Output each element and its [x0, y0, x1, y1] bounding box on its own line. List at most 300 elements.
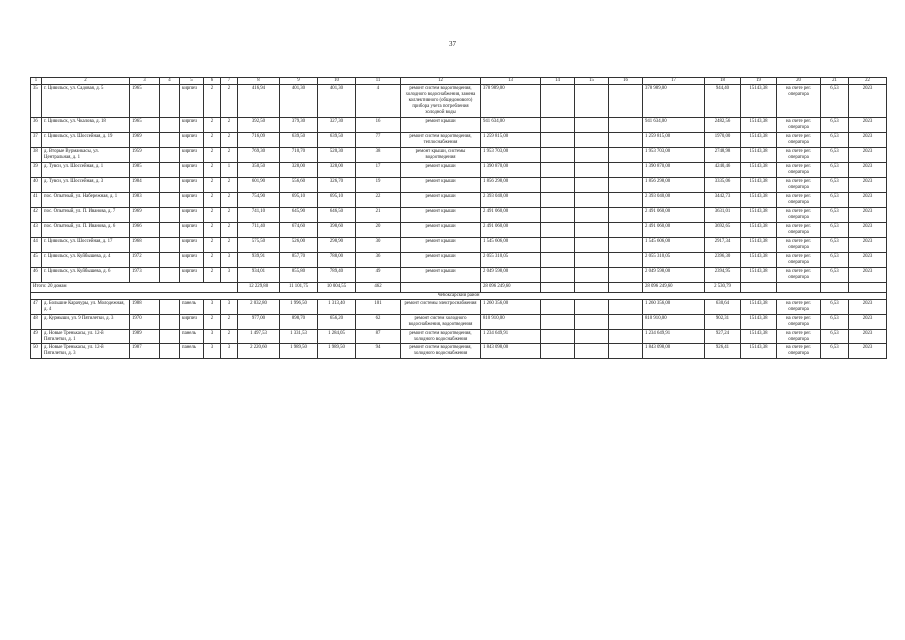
cell-empty [160, 132, 180, 147]
cell-floors: 2 [204, 237, 221, 252]
cell-term: 2023 [849, 177, 887, 192]
cell-entrances: 2 [221, 192, 238, 207]
cell-year: 1969 [130, 207, 160, 222]
cell-method: на счете рег. оператора [777, 299, 821, 314]
cell-area-total: 769,30 [238, 147, 280, 162]
table-row [31, 329, 887, 344]
cell-year: 1965 [130, 117, 160, 132]
cell-cost-total: 2 055 310,05 [643, 252, 705, 267]
column-number: 3 [130, 78, 160, 85]
cell-c14 [541, 132, 575, 147]
table-row [31, 85, 887, 118]
cell-method: на счете рег. оператора [777, 344, 821, 359]
cell-empty [160, 344, 180, 359]
cell-area-total: 741,10 [238, 207, 280, 222]
cell-c16 [609, 344, 643, 359]
district-title: Чебоксарский район [31, 292, 887, 299]
column-number: 1 [31, 78, 42, 85]
cell-year: 1972 [130, 252, 160, 267]
cell-fee: 6,53 [821, 314, 849, 329]
cell-max-cost: 15143,38 [741, 147, 777, 162]
cell-c14 [541, 192, 575, 207]
cell-c15 [575, 192, 609, 207]
cell-cost-total: 2 491 060,00 [643, 222, 705, 237]
cell-year: 1973 [130, 267, 160, 282]
cell-material: кирпич [180, 147, 204, 162]
cell-residents: 20 [356, 222, 401, 237]
cell-term: 2023 [849, 207, 887, 222]
cell-c15 [575, 237, 609, 252]
cell-num: 48 [31, 314, 42, 329]
cell-floors: 3 [204, 329, 221, 344]
cell-area-b: 398,60 [318, 222, 356, 237]
cell-per-m2: 926,41 [705, 344, 741, 359]
cell-c16 [609, 314, 643, 329]
cell-num: 40 [31, 177, 42, 192]
total-cost-total: 28 096 249,60 [643, 282, 705, 292]
cell-empty [160, 192, 180, 207]
cell-max-cost: 15143,38 [741, 132, 777, 147]
cell-method: на счете рег. оператора [777, 314, 821, 329]
cell-residents: 87 [356, 329, 401, 344]
cell-term: 2023 [849, 267, 887, 282]
cell-c16 [609, 299, 643, 314]
cell-area-a: 710,70 [280, 147, 318, 162]
cell-area-total: 934,01 [238, 267, 280, 282]
cell-cost-total: 1 260 356,00 [643, 299, 705, 314]
cell-address: г. Цивильск, ул. Садовая, д. 5 [42, 85, 130, 118]
table-row [31, 147, 887, 162]
column-number: 15 [575, 78, 609, 85]
cell-floors: 3 [204, 299, 221, 314]
cell-method: на счете рег. оператора [777, 252, 821, 267]
cell-c14 [541, 344, 575, 359]
cell-residents: 62 [356, 314, 401, 329]
cell-c14 [541, 267, 575, 282]
cell-method: на счете рег. оператора [777, 147, 821, 162]
cell-c15 [575, 147, 609, 162]
total-area: 12 229,80 [238, 282, 280, 292]
cell-area-a: 674,60 [280, 222, 318, 237]
cell-area-b: 1 313,40 [318, 299, 356, 314]
table-row [31, 207, 887, 222]
cell-material: кирпич [180, 192, 204, 207]
cell-empty [777, 282, 821, 292]
cell-fee: 6,53 [821, 267, 849, 282]
cell-work: ремонт крыши [401, 267, 481, 282]
cell-entrances: 3 [221, 252, 238, 267]
cell-c16 [609, 177, 643, 192]
cell-address: г. Цивильск, ул. Шоссейная, д. 17 [42, 237, 130, 252]
cell-entrances: 2 [221, 329, 238, 344]
cell-work: ремонт систем водоотведения, теплоснабжения [401, 132, 481, 147]
cell-c15 [575, 132, 609, 147]
cell-max-cost: 15143,38 [741, 117, 777, 132]
table-row [31, 314, 887, 329]
cell-method: на счете рег. оператора [777, 237, 821, 252]
cell-address: д. Новые Тренькасы, ул. 12-й Пятилетки, д. 3 [42, 344, 130, 359]
cell-c14 [541, 237, 575, 252]
table-row [31, 132, 887, 147]
cell-area-a: 898,70 [280, 314, 318, 329]
cell-num: 41 [31, 192, 42, 207]
cell-area-total: 711,40 [238, 222, 280, 237]
column-number: 13 [481, 78, 541, 85]
cell-floors: 2 [204, 117, 221, 132]
cell-residents: 16 [356, 117, 401, 132]
total-per-m2: 2 530,79 [705, 282, 741, 292]
cell-floors: 2 [204, 132, 221, 147]
cell-cost: 1 234 649,91 [481, 329, 541, 344]
cell-cost: 1 259 815,00 [481, 132, 541, 147]
column-number: 10 [318, 78, 356, 85]
cell-empty [160, 147, 180, 162]
cell-work: ремонт систем водоотведения, холодного водоснабжения, замена коллективного (общедомового) прибора учета потребления холодной воды [401, 85, 481, 118]
cell-cost: 810 910,00 [481, 314, 541, 329]
cell-entrances: 3 [221, 299, 238, 314]
cell-fee: 6,53 [821, 299, 849, 314]
cell-c15 [575, 85, 609, 118]
cell-cost-total: 378 989,00 [643, 85, 705, 118]
cell-empty [160, 177, 180, 192]
cell-c16 [609, 207, 643, 222]
cell-area-a: 695,10 [280, 192, 318, 207]
cell-entrances: 2 [221, 237, 238, 252]
cell-c14 [541, 207, 575, 222]
cell-work: ремонт систем водоотведения, холодного водоснабжения [401, 344, 481, 359]
cell-year: 1983 [130, 192, 160, 207]
cell-entrances: 2 [221, 132, 238, 147]
cell-c16 [609, 267, 643, 282]
column-number-row [31, 78, 887, 85]
column-number: 16 [609, 78, 643, 85]
cell-c14 [541, 329, 575, 344]
cell-term: 2023 [849, 117, 887, 132]
cell-max-cost: 15143,38 [741, 222, 777, 237]
cell-cost: 1 545 606,00 [481, 237, 541, 252]
cell-work: ремонт систем холодного водоснабжения, водоотведения [401, 314, 481, 329]
cell-cost: 2 049 598,00 [481, 267, 541, 282]
cell-method: на счете рег. оператора [777, 207, 821, 222]
cell-fee: 6,53 [821, 222, 849, 237]
column-number: 22 [849, 78, 887, 85]
cell-num: 44 [31, 237, 42, 252]
cell-address: г. Цивильск, ул. Куйбышева, д. 4 [42, 252, 130, 267]
cell-cost-total: 810 910,00 [643, 314, 705, 329]
cell-entrances: 2 [221, 207, 238, 222]
cell-cost: 378 989,00 [481, 85, 541, 118]
cell-c14 [541, 177, 575, 192]
cell-empty [160, 117, 180, 132]
total-residents: 462 [356, 282, 401, 292]
total-row [31, 282, 887, 292]
cell-area-b: 656,20 [318, 314, 356, 329]
cell-c15 [575, 329, 609, 344]
cell-work: ремонт крыши [401, 237, 481, 252]
cell-material: кирпич [180, 222, 204, 237]
cell-address: пос. Опытный, ул. П. Иванова, д. 7 [42, 207, 130, 222]
cell-cost-total: 2 491 060,00 [643, 207, 705, 222]
cell-cost: 941 634,00 [481, 117, 541, 132]
cell-cost-total: 1 545 606,00 [643, 237, 705, 252]
cell-empty [160, 267, 180, 282]
cell-cost: 1 856 298,00 [481, 177, 541, 192]
cell-c15 [575, 177, 609, 192]
cell-material: кирпич [180, 267, 204, 282]
cell-address: д. Новые Тренькасы, ул. 12-й Пятилетки, д. 1 [42, 329, 130, 344]
cell-c14 [541, 314, 575, 329]
cell-per-m2: 3692,65 [705, 222, 741, 237]
cell-empty [741, 282, 777, 292]
column-number: 17 [643, 78, 705, 85]
cell-fee: 6,53 [821, 207, 849, 222]
cell-material: панель [180, 299, 204, 314]
cell-max-cost: 15143,38 [741, 192, 777, 207]
cell-residents: 30 [356, 237, 401, 252]
cell-area-a: 401,30 [280, 85, 318, 118]
cell-residents: 94 [356, 344, 401, 359]
table-row [31, 252, 887, 267]
cell-fee: 6,53 [821, 85, 849, 118]
cell-empty [849, 282, 887, 292]
cell-year: 1968 [130, 237, 160, 252]
cell-material: панель [180, 344, 204, 359]
cell-c15 [575, 299, 609, 314]
cell-area-total: 2 032,80 [238, 299, 280, 314]
cell-entrances: 2 [221, 314, 238, 329]
cell-area-b: 326,70 [318, 177, 356, 192]
cell-fee: 6,53 [821, 252, 849, 267]
cell-material: кирпич [180, 117, 204, 132]
cell-residents: 17 [356, 162, 401, 177]
cell-term: 2023 [849, 147, 887, 162]
cell-material: кирпич [180, 85, 204, 118]
cell-year: 1966 [130, 222, 160, 237]
cell-year: 1989 [130, 329, 160, 344]
cell-area-b: 1 284,05 [318, 329, 356, 344]
cell-cost-total: 2 049 598,00 [643, 267, 705, 282]
column-number: 12 [401, 78, 481, 85]
cell-work: ремонт систем водоотведения, холодного водоснабжения [401, 329, 481, 344]
cell-year: 1970 [130, 314, 160, 329]
cell-cost: 1 390 870,00 [481, 162, 541, 177]
page-number: 37 [449, 40, 456, 48]
cell-empty [541, 282, 575, 292]
cell-c15 [575, 117, 609, 132]
cell-c14 [541, 117, 575, 132]
cell-work: ремонт крыши, системы водоотведения [401, 147, 481, 162]
column-number: 20 [777, 78, 821, 85]
cell-c15 [575, 314, 609, 329]
cell-c16 [609, 85, 643, 118]
table-row [31, 162, 887, 177]
cell-fee: 6,53 [821, 177, 849, 192]
cell-cost-total: 2 393 040,00 [643, 192, 705, 207]
cell-c15 [575, 252, 609, 267]
cell-max-cost: 15143,38 [741, 329, 777, 344]
cell-method: на счете рег. оператора [777, 192, 821, 207]
cell-residents: 77 [356, 132, 401, 147]
table-row [31, 344, 887, 359]
column-number: 5 [180, 78, 204, 85]
cell-area-total: 939,91 [238, 252, 280, 267]
cell-c15 [575, 207, 609, 222]
cell-per-m2: 3442,73 [705, 192, 741, 207]
cell-empty [575, 282, 609, 292]
cell-year: 1969 [130, 132, 160, 147]
cell-fee: 6,53 [821, 344, 849, 359]
cell-address: пос. Опытный, ул. П. Иванова, д. 6 [42, 222, 130, 237]
cell-work: ремонт системы электроснабжения [401, 299, 481, 314]
cell-area-b: 328,00 [318, 162, 356, 177]
cell-cost: 2 055 310,05 [481, 252, 541, 267]
cell-fee: 6,53 [821, 147, 849, 162]
cell-per-m2: 2394,95 [705, 267, 741, 282]
cell-method: на счете рег. оператора [777, 267, 821, 282]
cell-max-cost: 15143,38 [741, 252, 777, 267]
table-row [31, 177, 887, 192]
cell-year: 1987 [130, 344, 160, 359]
cell-year: 1984 [130, 177, 160, 192]
cell-residents: 101 [356, 299, 401, 314]
cell-num: 43 [31, 222, 42, 237]
cell-entrances: 2 [221, 85, 238, 118]
cell-cost-total: 1 856 298,00 [643, 177, 705, 192]
cell-per-m2: 2917,34 [705, 237, 741, 252]
cell-material: кирпич [180, 314, 204, 329]
cell-per-m2: 630,64 [705, 299, 741, 314]
table-row [31, 192, 887, 207]
cell-residents: 38 [356, 147, 401, 162]
cell-c14 [541, 252, 575, 267]
cell-fee: 6,53 [821, 237, 849, 252]
cell-work: ремонт крыши [401, 162, 481, 177]
cell-work: ремонт крыши [401, 222, 481, 237]
cell-num: 42 [31, 207, 42, 222]
cell-term: 2023 [849, 192, 887, 207]
district-row [31, 292, 887, 299]
cell-fee: 6,53 [821, 192, 849, 207]
cell-fee: 6,53 [821, 132, 849, 147]
cell-num: 46 [31, 267, 42, 282]
column-number: 2 [42, 78, 130, 85]
cell-area-total: 1 497,53 [238, 329, 280, 344]
cell-area-total: 716,09 [238, 132, 280, 147]
cell-year: 1985 [130, 162, 160, 177]
cell-per-m2: 3631,01 [705, 207, 741, 222]
cell-term: 2023 [849, 344, 887, 359]
cell-entrances: 2 [221, 222, 238, 237]
cell-term: 2023 [849, 162, 887, 177]
cell-per-m2: 927,24 [705, 329, 741, 344]
cell-term: 2023 [849, 299, 887, 314]
cell-area-a: 526,00 [280, 237, 318, 252]
cell-residents: 19 [356, 177, 401, 192]
cell-c16 [609, 162, 643, 177]
cell-c16 [609, 329, 643, 344]
cell-residents: 21 [356, 207, 401, 222]
cell-max-cost: 15143,38 [741, 162, 777, 177]
cell-method: на счете рег. оператора [777, 329, 821, 344]
cell-area-a: 1 989,50 [280, 344, 318, 359]
cell-area-a: 556,60 [280, 177, 318, 192]
table-row [31, 299, 887, 314]
cell-term: 2023 [849, 222, 887, 237]
cell-area-b: 789,40 [318, 267, 356, 282]
cell-area-total: 350,50 [238, 162, 280, 177]
cell-per-m2: 2396,30 [705, 252, 741, 267]
cell-cost-total: 1 953 703,00 [643, 147, 705, 162]
cell-address: д. Большие Карачуры, ул. Молодежная, д. 4 [42, 299, 130, 314]
cell-c16 [609, 132, 643, 147]
cell-per-m2: 2748,98 [705, 147, 741, 162]
cell-area-b: 401,30 [318, 85, 356, 118]
cell-c14 [541, 85, 575, 118]
cell-area-total: 977,00 [238, 314, 280, 329]
cell-num: 38 [31, 147, 42, 162]
cell-cost: 2 491 060,00 [481, 222, 541, 237]
cell-address: д. Тувси, ул. Шоссейная, д. 1 [42, 162, 130, 177]
cell-c14 [541, 147, 575, 162]
cell-term: 2023 [849, 237, 887, 252]
cell-floors: 2 [204, 267, 221, 282]
cell-c14 [541, 299, 575, 314]
cell-residents: 36 [356, 252, 401, 267]
cell-area-a: 328,00 [280, 162, 318, 177]
cell-cost-total: 1 234 649,91 [643, 329, 705, 344]
cell-per-m2: 902,31 [705, 314, 741, 329]
cell-area-total: 575,50 [238, 237, 280, 252]
cell-material: панель [180, 329, 204, 344]
cell-term: 2023 [849, 85, 887, 118]
cell-address: пос. Опытный, ул. Набережная, д. 1 [42, 192, 130, 207]
total-cost: 28 096 249,60 [481, 282, 541, 292]
cell-area-total: 601,90 [238, 177, 280, 192]
total-label: Итого: 20 домам [31, 282, 238, 292]
cell-work: ремонт крыши [401, 177, 481, 192]
total-area-b: 10 004,55 [318, 282, 356, 292]
cell-cost: 1 260 356,00 [481, 299, 541, 314]
cell-empty [160, 85, 180, 118]
cell-year: 1988 [130, 299, 160, 314]
cell-cost-total: 1 390 870,00 [643, 162, 705, 177]
cell-area-b: 788,00 [318, 252, 356, 267]
cell-num: 47 [31, 299, 42, 314]
cell-method: на счете рег. оператора [777, 117, 821, 132]
cell-material: кирпич [180, 207, 204, 222]
column-number: 6 [204, 78, 221, 85]
cell-method: на счете рег. оператора [777, 162, 821, 177]
cell-c14 [541, 222, 575, 237]
cell-empty [160, 207, 180, 222]
cell-area-total: 2 220,60 [238, 344, 280, 359]
cell-method: на счете рег. оператора [777, 222, 821, 237]
cell-entrances: 2 [221, 147, 238, 162]
cell-area-a: 639,50 [280, 132, 318, 147]
cell-num: 37 [31, 132, 42, 147]
cell-method: на счете рег. оператора [777, 85, 821, 118]
cell-num: 39 [31, 162, 42, 177]
cell-num: 49 [31, 329, 42, 344]
cell-c15 [575, 222, 609, 237]
cell-max-cost: 15143,38 [741, 314, 777, 329]
cell-material: кирпич [180, 132, 204, 147]
cell-cost: 2 491 060,00 [481, 207, 541, 222]
column-number: 14 [541, 78, 575, 85]
cell-empty [160, 329, 180, 344]
table-row [31, 117, 887, 132]
total-area-a: 11 101,75 [280, 282, 318, 292]
